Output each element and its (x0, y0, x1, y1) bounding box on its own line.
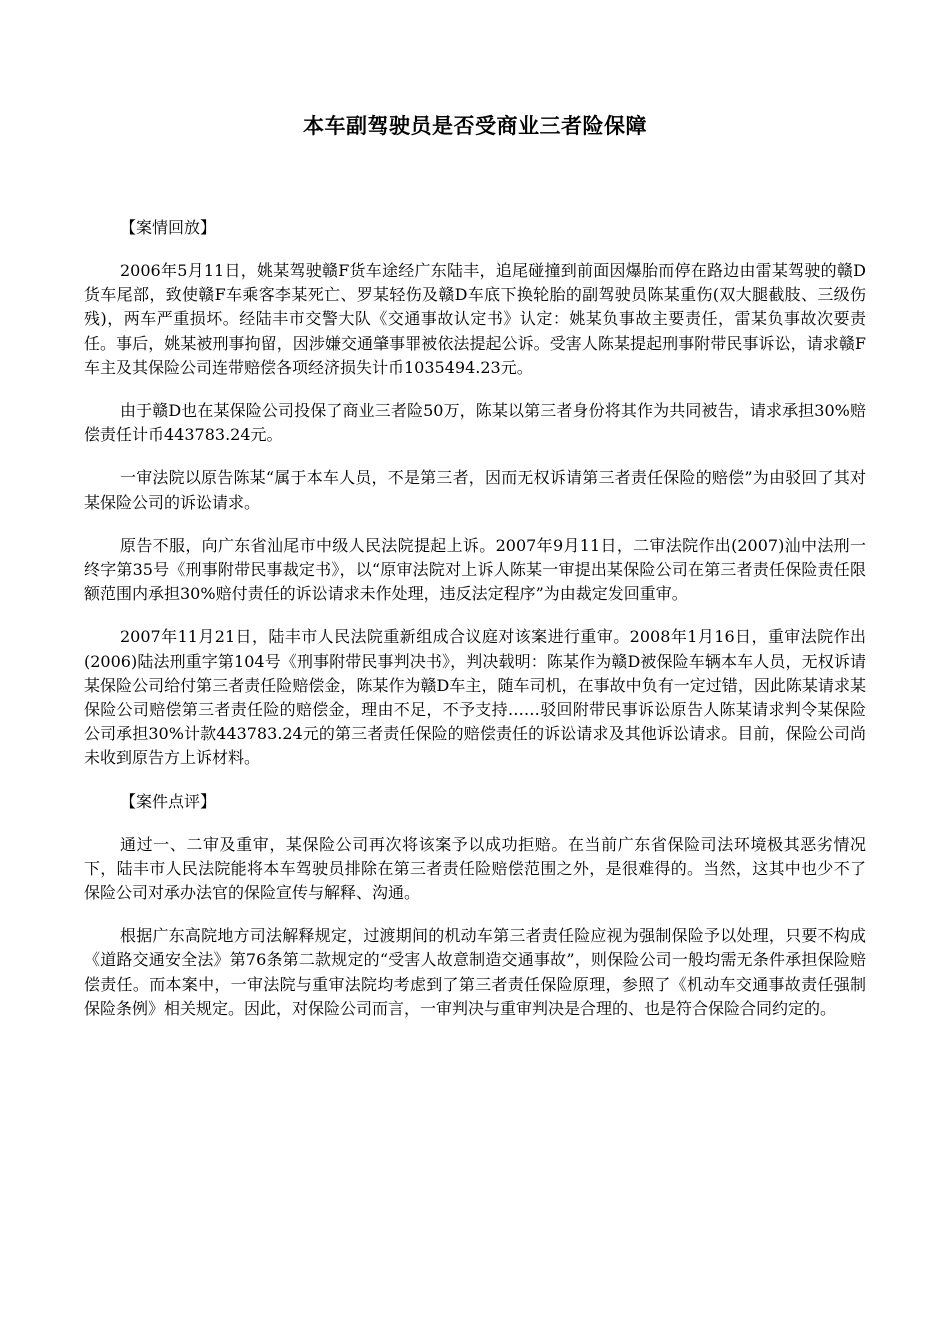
paragraph-case-facts: 2006年5月11日，姚某驾驶赣F货车途经广东陆丰，追尾碰撞到前面因爆胎而停在路边由雷某驾驶的赣D货车尾部，致使赣F车乘客李某死亡、罗某轻伤及赣D车底下换轮胎的副驾驶员陈某重伤(双大腿截肢、三级伤残)，两车严重损坏。经陆丰市交警大队《交通事故认定书》认定：姚某负事故主要责任，雷某负事故次要责任。事后，姚某被刑事拘留，因涉嫌交通肇事罪被依法提起公诉。受害人陈某提起刑事附带民事诉讼，请求赣F车主及其保险公司连带赔偿各项经济损失计币1035494.23元。 (84, 261, 866, 377)
paragraph-appeal: 原告不服，向广东省汕尾市中级人民法院提起上诉。2007年9月11日，二审法院作出(2007)汕中法刑一终字第35号《刑事附带民事裁定书》，以“原审法院对上诉人陈某一审提出某保险公司在第三者责任保险责任限额范围内承担30%赔付责任的诉讼请求未作处理，违反法定程序”为由裁定发回重审。 (84, 535, 866, 604)
paragraph-review-outcome: 通过一、二审及重审，某保险公司再次将该案予以成功拒赔。在当前广东省保险司法环境极其恶劣情况下，陆丰市人民法院能将本车驾驶员排除在第三者责任险赔偿范围之外，是很难得的。当然，这其中也少不了保险公司对承办法官的保险宣传与解释、沟通。 (84, 834, 866, 903)
section-heading-review: 【案件点评】 (120, 791, 217, 811)
document-title: 本车副驾驶员是否受商业三者险保障 (303, 114, 647, 138)
paragraph-retrial: 2007年11月21日，陆丰市人民法院重新组成合议庭对该案进行重审。2008年1月16日，重审法院作出(2006)陆法刑重字第104号《刑事附带民事判决书》，判决载明：陈某作为赣D被保险车辆本车人员，无权诉请某保险公司给付第三者责任险赔偿金，陈某作为赣D车主，随车司机，在事故中负有一定过错，因此陈某请求某保险公司赔偿第三者责任险的赔偿金，理由不足，不予支持……驳回附带民事诉讼原告人陈某请求判令某保险公司承担30%计款443783.24元的第三者责任保险的赔偿责任的诉讼请求及其他诉讼请求。目前，保险公司尚未收到原告方上诉材料。 (84, 627, 866, 768)
section-heading-case: 【案情回放】 (120, 218, 217, 237)
document-page (84, 0, 866, 1021)
paragraph-first-instance: 一审法院以原告陈某“属于本车人员，不是第三者，因而无权诉请第三者责任保险的赔偿”为由驳回了其对某保险公司的诉讼请求。 (84, 468, 866, 512)
paragraph-co-defendant: 由于赣D也在某保险公司投保了商业三者险50万，陈某以第三者身份将其作为共同被告，请求承担30%赔偿责任计币443783.24元。 (84, 401, 866, 445)
paragraph-review-legal-basis: 根据广东高院地方司法解释规定，过渡期间的机动车第三者责任险应视为强制保险予以处理，只要不构成《道路交通安全法》第76条第二款规定的“受害人故意制造交通事故”，则保险公司一般均需无条件承担保险赔偿责任。而本案中，一审法院与重审法院均考虑到了第三者责任保险原理，参照了《机动车交通事故责任强制保险条例》相关规定。因此，对保险公司而言，一审判决与重审判决是合理的、也是符合保险合同约定的。 (84, 926, 866, 1018)
